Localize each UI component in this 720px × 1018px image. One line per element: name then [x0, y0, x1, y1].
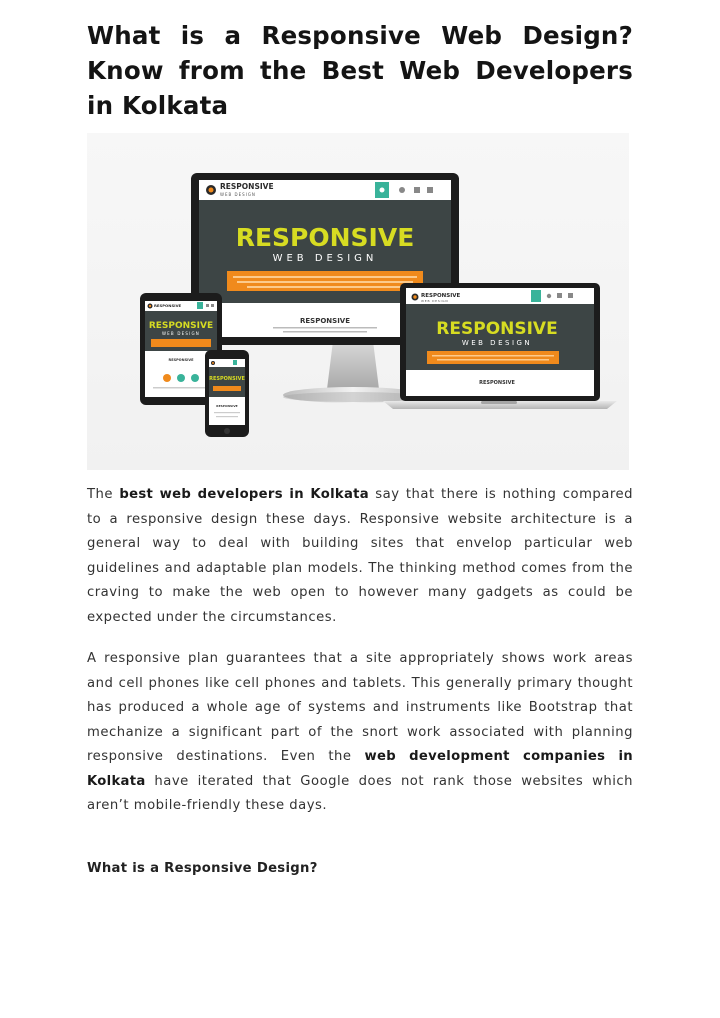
- paragraph-responsive-plan: [87, 647, 633, 819]
- desktop-subheadline: WEB DESIGN: [272, 253, 378, 264]
- phone-section-label: RESPONSIVE: [216, 404, 238, 408]
- desktop-logo-line1: RESPONSIVE: [220, 182, 274, 191]
- laptop-subheadline: WEB DESIGN: [461, 339, 533, 347]
- paragraph-intro-text-after: say that there is nothing compared to a responsive design these days. Responsive website architecture is a general way to deal with building sites that envelop particular web guidelines and adaptable plan models. The thinking method comes from the craving to make the web open to however many gadgets as could be expected under the circumstances.: [87, 487, 633, 625]
- tablet-logo-line1: RESPONSIVE: [154, 303, 182, 308]
- tablet-headline: RESPONSIVE: [148, 321, 214, 331]
- laptop-headline: RESPONSIVE: [436, 319, 558, 339]
- paragraph-responsive-text-after: have iterated that Google does not rank those websites which aren’t mobile-friendly these days.: [87, 773, 633, 813]
- section-subheading: What is a Responsive Design?: [87, 861, 318, 876]
- tablet-section-label: RESPONSIVE: [168, 358, 194, 362]
- paragraph-intro-text-before: The: [87, 487, 120, 502]
- responsive-devices-illustration: [87, 133, 629, 470]
- laptop-logo-line1: RESPONSIVE: [421, 293, 461, 299]
- desktop-section-label: RESPONSIVE: [300, 317, 350, 325]
- best-web-developers-link[interactable]: best web developers in Kolkata: [119, 487, 369, 502]
- desktop-headline: RESPONSIVE: [235, 223, 415, 252]
- phone: [205, 350, 249, 437]
- paragraph-responsive-text-before: A responsive plan guarantees that a site appropriately shows work areas and cell phones like cell phones and tablets. This generally primary thought has produced a whole age of systems and instruments like Bootstrap that mechanize a significant part of the snort work associated with planning responsive destinations. Even the: [87, 651, 633, 764]
- laptop-logo-line2: WEB DESIGN: [421, 299, 449, 303]
- laptop-section-label: RESPONSIVE: [479, 380, 515, 386]
- phone-headline: RESPONSIVE: [209, 376, 245, 382]
- desktop-logo-line2: WEB DESIGN: [220, 192, 256, 197]
- web-development-companies-link[interactable]: web development companies in Kolkata: [87, 749, 633, 789]
- laptop: [383, 283, 617, 409]
- article-title: What is a Responsive Web Design? Know from the Best Web Developers in Kolkata: [87, 21, 633, 120]
- paragraph-intro: [87, 483, 633, 630]
- hero-image: [87, 133, 629, 470]
- tablet-subheadline: WEB DESIGN: [162, 331, 200, 336]
